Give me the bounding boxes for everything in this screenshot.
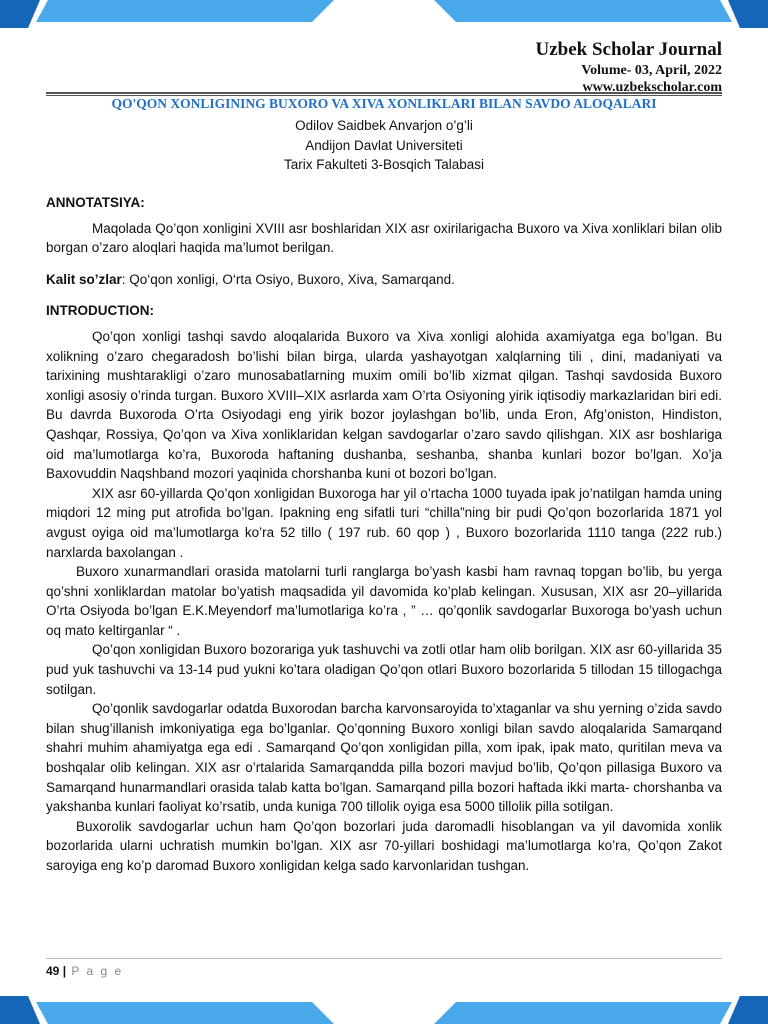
journal-header xyxy=(535,38,722,96)
intro-paragraph: XIX asr 60-yillarda Qo’qon xonligidan Buxoroga har yil o’rtacha 1000 tuyada ipak jo’natilgan hamda uning miqdori 12 ming put atrofida bo’lgan. Ipakning eng sifatli turi “chilla”ning bir pudi Qo’qon bozorlarida 1871 yol avgust oyiga oid ma’lumotlarga ko’ra 52 tillo ( 197 rub. 60 qop ) , Buxoro bozorlarida 1110 tanga (222 rub.) narxlarda baxolangan . xyxy=(46,485,722,560)
page-number-value: 49 xyxy=(46,964,60,978)
corner-decoration-top-left xyxy=(0,0,340,28)
intro-paragraph: Buxoro xunarmandlari orasida matolarni turli ranglarga bo’yash kasbi ham ravnaq topgan bo’lib, bu yerga qo’shni xonliklardan matolar bo’yatish maqsadida yil davomida ko’plab kelingan. Xususan, XIX asr 20–yillarida O’rta Osiyoda bo’lgan E.K.Meyendorf ma’lumotlariga ko’ra , ” … qo’qonlik savdogarlar Buxoroga bo’yash uchun oq mato keltirganlar “ . xyxy=(46,564,722,638)
corner-decoration-bottom-right xyxy=(428,996,768,1024)
intro-paragraph: Qo’qonlik savdogarlar odatda Buxorodan barcha karvonsaroyida to’xtaganlar va shu yerning o’zida savdo bilan shug’illanish imkoniyatiga ega bo’lganlar. Qo’qonning Buxoro xonligi bilan savdo aloqalarida Samarqand shahri muhim ahamiyatga ega edi . Samarqand Qo’qon xonligidan pilla, xom ipak, ipak mato, quritilan meva va boshqalar olib kelingan. XIX asr o’rtalarida Samarqandda pilla bozori mavjud bo’lib, Qo’qon pillasiga Buxoro va Samarqand hunarmandlari orasida talab katta bo’lgan. Samarqand pilla bozori haftada ikki marta- chorshanba va yakshanba kunlari faoliyat ko’rsatib, unda kuniga 700 tillolik oyiga esa 5000 tillolik pilla sotilgan. xyxy=(46,701,722,815)
author-block xyxy=(46,116,722,175)
corner-decoration-bottom-left xyxy=(0,996,340,1024)
keywords-text: : Qo‘qon xonligi, O‘rta Osiyo, Buxoro, Xiva, Samarqand. xyxy=(121,271,455,287)
header-divider xyxy=(46,92,722,94)
article-body xyxy=(46,193,722,876)
annotation-text: Maqolada Qo’qon xonligini XVIII asr boshlaridan XIX asr oxirilarigacha Buxoro va Xiva xonliklari bilan olib borgan o’zaro aloqlari haqida ma’lumot berilgan. xyxy=(46,220,722,256)
keywords xyxy=(46,270,722,290)
intro-paragraph: Qo’qon xonligi tashqi savdo aloqalarida Buxoro va Xiva xonligi alohida axamiyatga ega bo’lgan. Bu xolikning o’zaro chegaradosh bo’lishi bilan birga, ularda yashayotgan xalqlarning tili , dini, madaniyati va tarixining mushtarakligi o’zaro munosabatlarning muxim omili bo’lib xizmat qilgan. Tashqi savdosida Buxoro xonligi asosiy o’rinda turgan. Buxoro XVIII–XIX asrlarda xam O’rta Osiyoning yirik iqtisodiy markazlaridan biri edi. Bu davrda Buxoroda O’rta Osiyodagi eng yirik bozor joylashgan bo’lib, unda Eron, Afg’oniston, Hindiston, Qashqar, Rossiya, Qo’qon va Xiva xonliklaridan kelgan savdogarlar o’zaro savdo qilishgan. XIX asr boshlariga oid ma’lumotlarga ko’ra, Buxoroda haftaning dushanba, seshanba, shanba kunlari bozor bo’lgan. Xo’ja Baxovuddin Naqshband mozori yaqinida chorshanba kuni ot bozori bo’lgan. xyxy=(46,328,722,482)
annotation-heading: ANNOTATSIYA: xyxy=(46,195,145,210)
journal-volume: Volume- 03, April, 2022 xyxy=(581,63,722,78)
page-number-separator: | xyxy=(62,964,67,978)
keywords-label: Kalit so’zlar xyxy=(46,271,122,287)
footer-divider xyxy=(46,958,722,959)
author-faculty: Tarix Fakulteti 3-Bosqich Talabasi xyxy=(283,157,485,173)
journal-website-link[interactable]: www.uzbekscholar.com xyxy=(582,80,722,95)
intro-paragraph: Buxorolik savdogarlar uchun ham Qo’qon bozorlari juda daromadli hisoblangan va yil davomida xonlik bozorlarida ularni uchratish mumkin bo’lgan. XIX asr 70-yillari boshidagi ma’lumotlarga ko’ra, Qo’qon Zakot saroyiga eng ko’p daromad Buxoro xonligidan kelga sado karvonlaridan tushgan. xyxy=(46,818,722,873)
author-affiliation: Andijon Davlat Universiteti xyxy=(305,137,463,153)
introduction-heading: INTRODUCTION: xyxy=(46,303,154,319)
intro-paragraph: Qo’qon xonligidan Buxoro bozorariga yuk tashuvchi va zotli otlar ham olib borilgan. XIX asr 60-yillarida 35 pud yuk tashuvchi va 13-14 pud yukni ko’tara oladigan Qo’qon otlari Buxoro bozorlarida 5 tillodan 15 tillogachga sotilgan. xyxy=(46,642,722,697)
page-number xyxy=(46,964,123,978)
author-name: Odilov Saidbek Anvarjon o’g’li xyxy=(295,118,473,133)
article-title: QO'QON XONLIGINING BUXORO VA XIVA XONLIKLARI BILAN SAVDO ALOQALARI xyxy=(111,96,657,111)
page-label: P a g e xyxy=(71,964,124,978)
corner-decoration-top-right xyxy=(428,0,768,28)
journal-title: Uzbek Scholar Journal xyxy=(535,39,722,60)
